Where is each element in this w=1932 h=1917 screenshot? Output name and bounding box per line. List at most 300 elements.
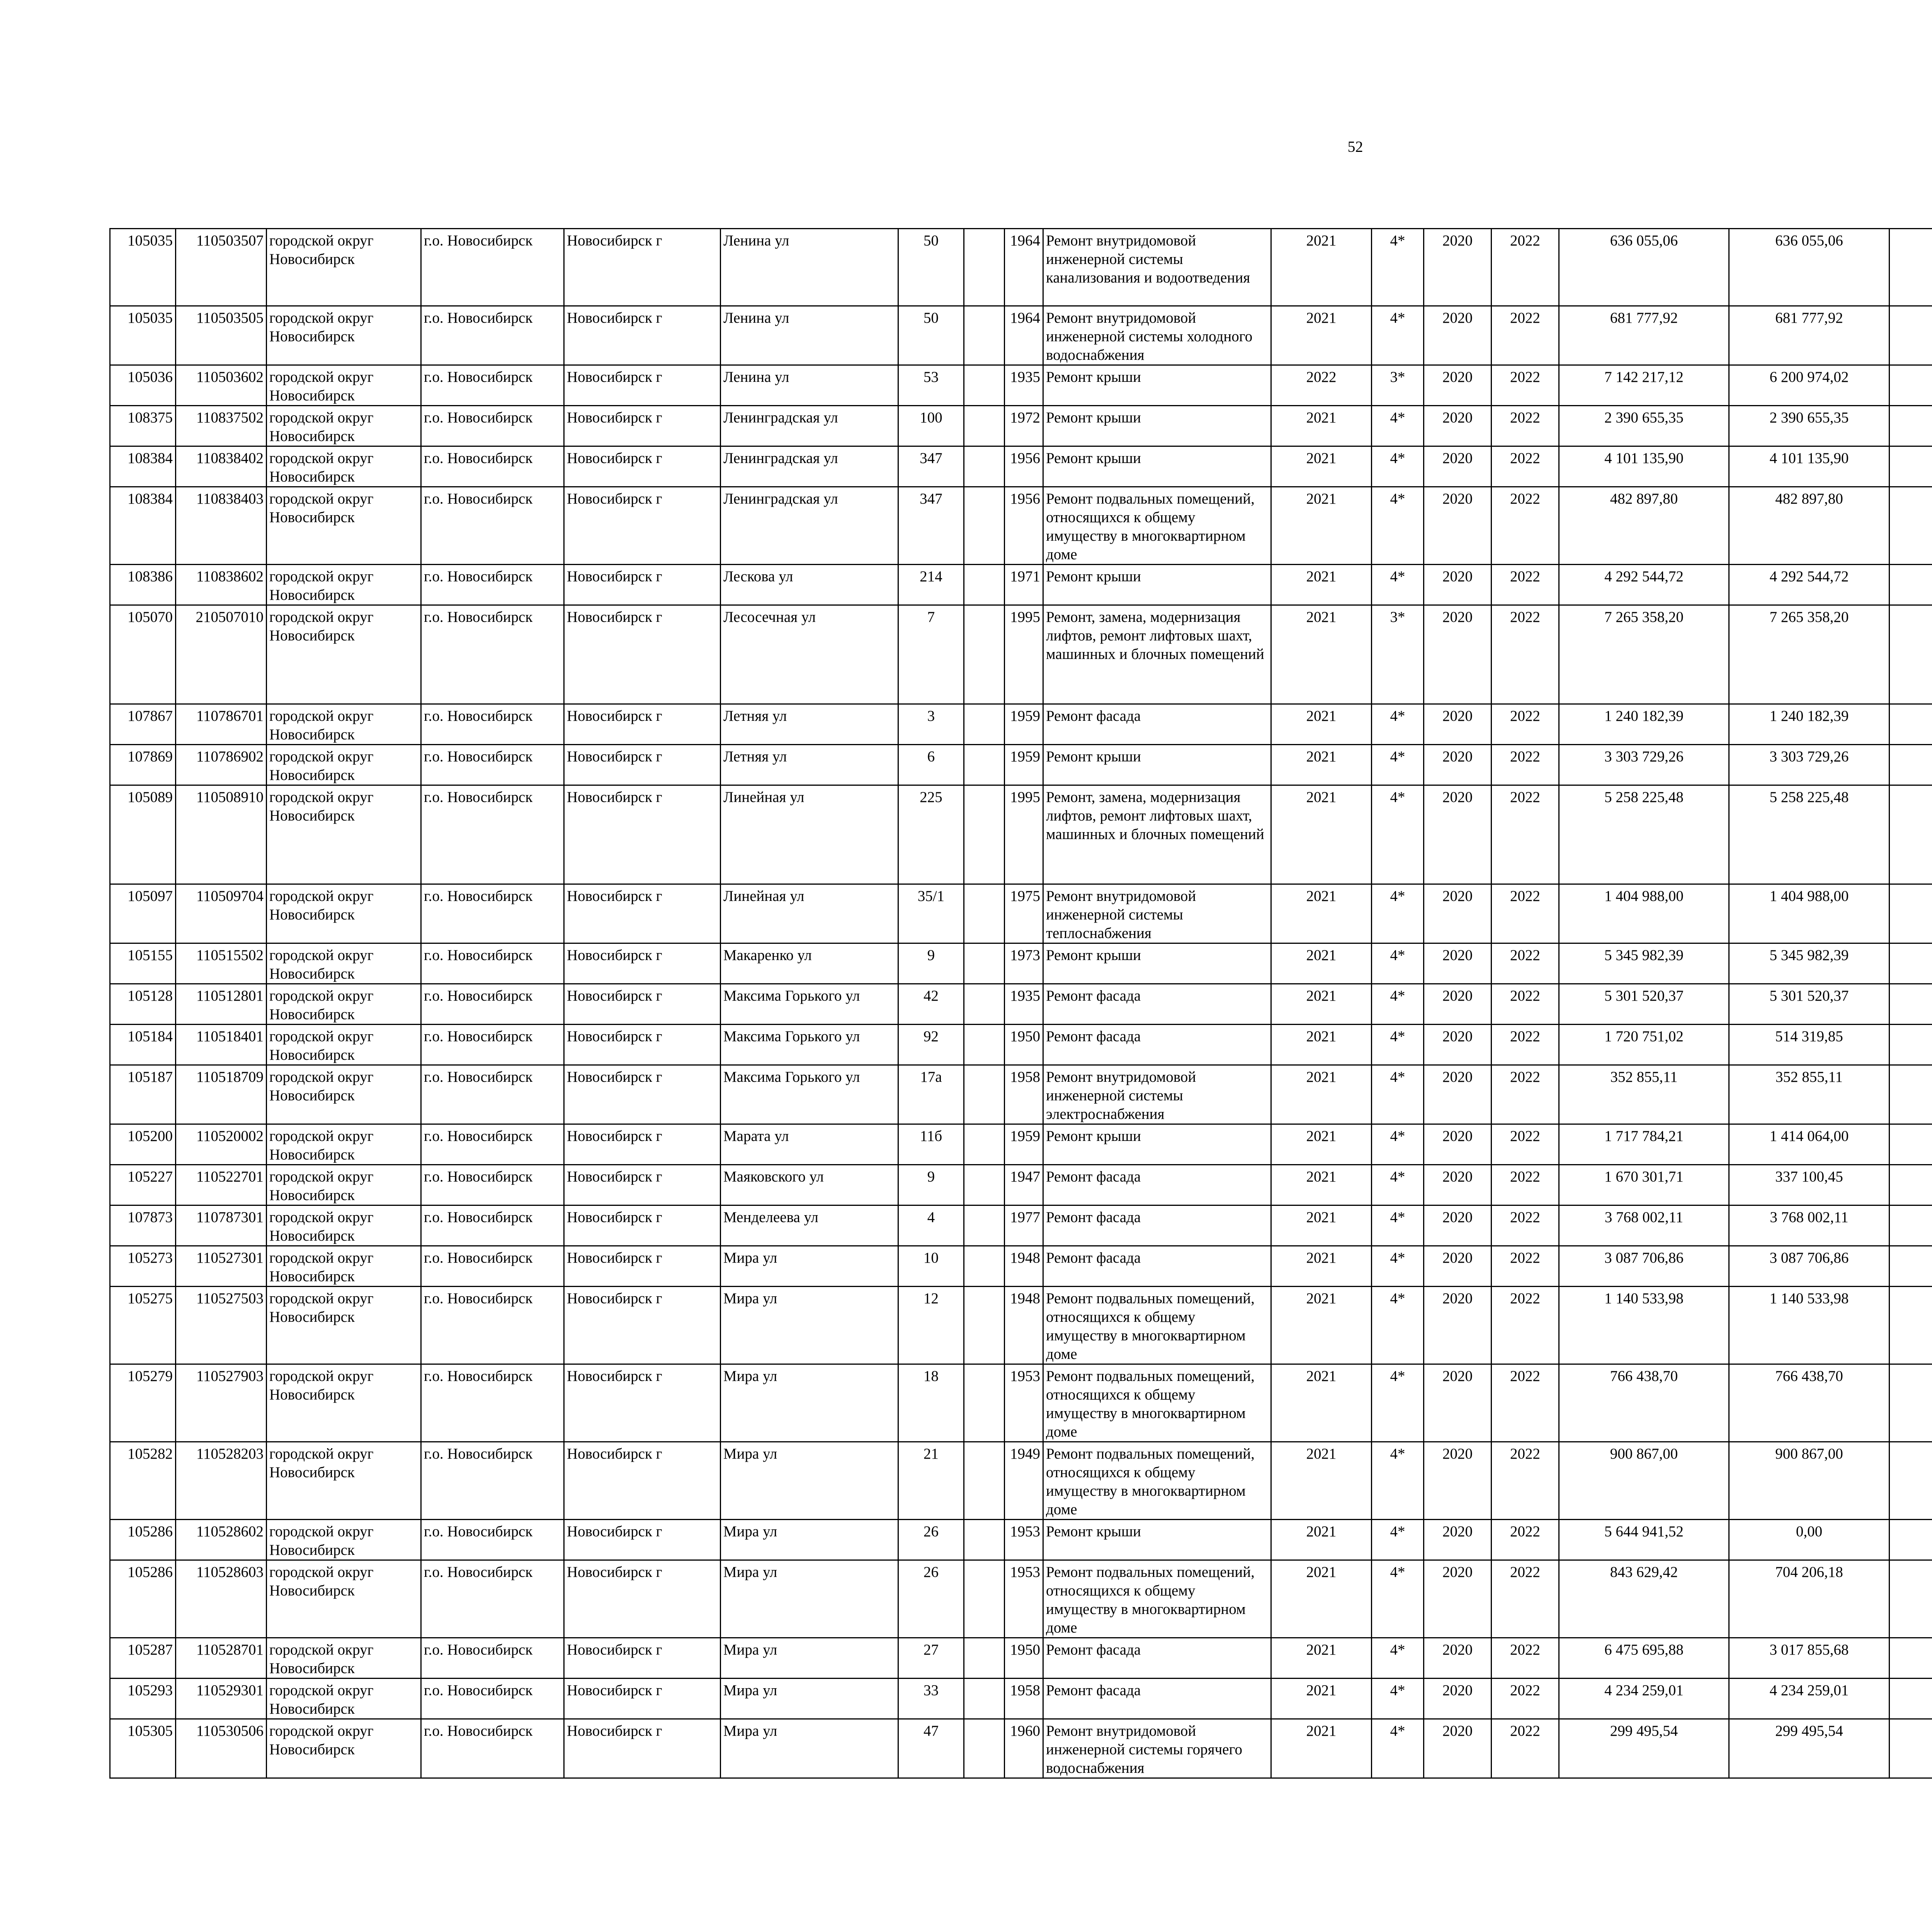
cell-end-year: 2022 [1492, 1364, 1559, 1442]
cell-federal-budget [1889, 306, 1932, 365]
cell-code: 110529301 [176, 1679, 267, 1719]
capital-repair-table [109, 228, 1932, 1779]
cell-start-year: 2020 [1424, 229, 1492, 306]
cell-object-id: 107873 [110, 1205, 176, 1246]
cell-start-year: 2020 [1424, 1025, 1492, 1065]
cell-year-built: 1953 [1005, 1364, 1043, 1442]
cell-work-type: Ремонт внутридомовой инженерной системы теплоснабжения [1043, 884, 1271, 943]
cell-year-built: 1995 [1005, 785, 1043, 884]
cell-code: 210507010 [176, 605, 267, 704]
cell-end-year: 2022 [1492, 1025, 1559, 1065]
cell-end-year: 2022 [1492, 1246, 1559, 1287]
table-row [110, 943, 1932, 984]
table-row [110, 1638, 1932, 1679]
cell-priority: 4* [1372, 1638, 1424, 1679]
cell-start-year: 2020 [1424, 487, 1492, 565]
cell-start-year: 2020 [1424, 1442, 1492, 1520]
cell-federal-budget [1889, 406, 1932, 446]
cell-settlement: Новосибирск г [564, 984, 721, 1025]
cell-municipal-district: г.о. Новосибирск [421, 1124, 564, 1165]
table-row [110, 1679, 1932, 1719]
cell-start-year: 2020 [1424, 365, 1492, 406]
cell-code: 110528701 [176, 1638, 267, 1679]
cell-municipal-district: г.о. Новосибирск [421, 745, 564, 785]
cell-municipal-district: г.о. Новосибирск [421, 943, 564, 984]
cell-municipal-district: г.о. Новосибирск [421, 1719, 564, 1778]
cell-work-type: Ремонт крыши [1043, 406, 1271, 446]
cell-start-year: 2020 [1424, 745, 1492, 785]
cell-year-built: 1947 [1005, 1165, 1043, 1205]
cell-priority: 4* [1372, 1065, 1424, 1124]
cell-work-type: Ремонт, замена, модернизация лифтов, ремонт лифтовых шахт, машинных и блочных помещений [1043, 605, 1271, 704]
cell-year-built: 1971 [1005, 565, 1043, 605]
cell-municipality: городской округ Новосибирск [267, 487, 421, 565]
cell-fund-amount: 3 087 706,86 [1729, 1246, 1889, 1287]
cell-code: 110503507 [176, 229, 267, 306]
cell-street: Мира ул [721, 1719, 898, 1778]
cell-year-built: 1959 [1005, 745, 1043, 785]
cell-municipal-district: г.о. Новосибирск [421, 1560, 564, 1638]
cell-house-number: 26 [898, 1520, 964, 1560]
cell-municipality: городской округ Новосибирск [267, 605, 421, 704]
cell-street: Линейная ул [721, 785, 898, 884]
cell-plan-year: 2021 [1271, 1287, 1372, 1364]
cell-work-type: Ремонт фасада [1043, 984, 1271, 1025]
cell-street: Максима Горького ул [721, 1065, 898, 1124]
cell-house-number: 33 [898, 1679, 964, 1719]
cell-house-number: 3 [898, 704, 964, 745]
table-row [110, 745, 1932, 785]
cell-code: 110786701 [176, 704, 267, 745]
cell-plan-year: 2021 [1271, 1719, 1372, 1778]
cell-municipal-district: г.о. Новосибирск [421, 1364, 564, 1442]
cell-plan-year: 2021 [1271, 1124, 1372, 1165]
cell-building [964, 1719, 1005, 1778]
cell-fund-amount: 3 768 002,11 [1729, 1205, 1889, 1246]
cell-start-year: 2020 [1424, 1124, 1492, 1165]
cell-total-cost: 1 720 751,02 [1559, 1025, 1729, 1065]
cell-street: Мира ул [721, 1560, 898, 1638]
cell-end-year: 2022 [1492, 365, 1559, 406]
cell-municipal-district: г.о. Новосибирск [421, 984, 564, 1025]
cell-municipality: городской округ Новосибирск [267, 745, 421, 785]
cell-object-id: 105184 [110, 1025, 176, 1065]
table-row [110, 446, 1932, 487]
cell-start-year: 2020 [1424, 446, 1492, 487]
cell-total-cost: 7 265 358,20 [1559, 605, 1729, 704]
cell-building [964, 229, 1005, 306]
cell-settlement: Новосибирск г [564, 785, 721, 884]
cell-fund-amount: 299 495,54 [1729, 1719, 1889, 1778]
cell-object-id: 105279 [110, 1364, 176, 1442]
cell-code: 110530506 [176, 1719, 267, 1778]
cell-plan-year: 2021 [1271, 229, 1372, 306]
cell-total-cost: 5 644 941,52 [1559, 1520, 1729, 1560]
cell-code: 110787301 [176, 1205, 267, 1246]
cell-start-year: 2020 [1424, 1638, 1492, 1679]
cell-object-id: 105070 [110, 605, 176, 704]
cell-municipal-district: г.о. Новосибирск [421, 1065, 564, 1124]
cell-code: 110528603 [176, 1560, 267, 1638]
cell-settlement: Новосибирск г [564, 745, 721, 785]
cell-fund-amount: 0,00 [1729, 1520, 1889, 1560]
cell-total-cost: 843 629,42 [1559, 1560, 1729, 1638]
cell-street: Мира ул [721, 1638, 898, 1679]
cell-settlement: Новосибирск г [564, 365, 721, 406]
cell-end-year: 2022 [1492, 704, 1559, 745]
cell-plan-year: 2021 [1271, 704, 1372, 745]
table-row [110, 229, 1932, 306]
cell-building [964, 565, 1005, 605]
cell-house-number: 9 [898, 1165, 964, 1205]
cell-total-cost: 4 234 259,01 [1559, 1679, 1729, 1719]
cell-building [964, 1124, 1005, 1165]
cell-object-id: 105035 [110, 229, 176, 306]
cell-municipality: городской округ Новосибирск [267, 785, 421, 884]
cell-plan-year: 2021 [1271, 487, 1372, 565]
cell-house-number: 50 [898, 229, 964, 306]
cell-federal-budget [1889, 565, 1932, 605]
cell-house-number: 6 [898, 745, 964, 785]
cell-municipality: городской округ Новосибирск [267, 306, 421, 365]
cell-fund-amount: 636 055,06 [1729, 229, 1889, 306]
cell-year-built: 1995 [1005, 605, 1043, 704]
cell-plan-year: 2021 [1271, 943, 1372, 984]
cell-municipality: городской округ Новосибирск [267, 984, 421, 1025]
cell-building [964, 1679, 1005, 1719]
cell-municipality: городской округ Новосибирск [267, 943, 421, 984]
cell-federal-budget [1889, 1679, 1932, 1719]
cell-municipality: городской округ Новосибирск [267, 365, 421, 406]
cell-year-built: 1960 [1005, 1719, 1043, 1778]
cell-code: 110527903 [176, 1364, 267, 1442]
cell-priority: 4* [1372, 704, 1424, 745]
cell-object-id: 107869 [110, 745, 176, 785]
table-row [110, 1719, 1932, 1778]
cell-object-id: 108384 [110, 446, 176, 487]
cell-year-built: 1948 [1005, 1287, 1043, 1364]
cell-object-id: 105227 [110, 1165, 176, 1205]
cell-municipal-district: г.о. Новосибирск [421, 704, 564, 745]
cell-code: 110522701 [176, 1165, 267, 1205]
table-row [110, 1205, 1932, 1246]
cell-priority: 4* [1372, 1165, 1424, 1205]
table-row [110, 704, 1932, 745]
cell-house-number: 27 [898, 1638, 964, 1679]
cell-federal-budget [1889, 884, 1932, 943]
cell-building [964, 943, 1005, 984]
cell-building [964, 1520, 1005, 1560]
cell-work-type: Ремонт подвальных помещений, относящихся к общему имуществу в многоквартирном доме [1043, 1364, 1271, 1442]
cell-settlement: Новосибирск г [564, 1065, 721, 1124]
cell-street: Ленинградская ул [721, 446, 898, 487]
cell-priority: 4* [1372, 1679, 1424, 1719]
cell-plan-year: 2021 [1271, 1679, 1372, 1719]
cell-street: Лескова ул [721, 565, 898, 605]
cell-house-number: 12 [898, 1287, 964, 1364]
cell-object-id: 105036 [110, 365, 176, 406]
cell-municipal-district: г.о. Новосибирск [421, 1442, 564, 1520]
cell-municipality: городской округ Новосибирск [267, 704, 421, 745]
cell-end-year: 2022 [1492, 487, 1559, 565]
cell-municipal-district: г.о. Новосибирск [421, 1205, 564, 1246]
cell-municipal-district: г.о. Новосибирск [421, 306, 564, 365]
cell-total-cost: 299 495,54 [1559, 1719, 1729, 1778]
cell-end-year: 2022 [1492, 1638, 1559, 1679]
cell-fund-amount: 681 777,92 [1729, 306, 1889, 365]
cell-municipal-district: г.о. Новосибирск [421, 446, 564, 487]
cell-priority: 4* [1372, 1560, 1424, 1638]
cell-code: 110527503 [176, 1287, 267, 1364]
table-row [110, 1165, 1932, 1205]
cell-municipal-district: г.о. Новосибирск [421, 406, 564, 446]
cell-work-type: Ремонт крыши [1043, 1520, 1271, 1560]
cell-municipal-district: г.о. Новосибирск [421, 1679, 564, 1719]
cell-start-year: 2020 [1424, 1679, 1492, 1719]
cell-total-cost: 5 258 225,48 [1559, 785, 1729, 884]
cell-work-type: Ремонт подвальных помещений, относящихся к общему имуществу в многоквартирном доме [1043, 1442, 1271, 1520]
table-row [110, 487, 1932, 565]
cell-fund-amount: 3 303 729,26 [1729, 745, 1889, 785]
table-row [110, 1520, 1932, 1560]
table-row [110, 406, 1932, 446]
cell-federal-budget [1889, 1560, 1932, 1638]
cell-municipality: городской округ Новосибирск [267, 1065, 421, 1124]
cell-year-built: 1950 [1005, 1025, 1043, 1065]
cell-total-cost: 1 240 182,39 [1559, 704, 1729, 745]
cell-code: 110518709 [176, 1065, 267, 1124]
cell-plan-year: 2021 [1271, 1025, 1372, 1065]
cell-plan-year: 2021 [1271, 1165, 1372, 1205]
cell-settlement: Новосибирск г [564, 704, 721, 745]
cell-end-year: 2022 [1492, 1520, 1559, 1560]
cell-start-year: 2020 [1424, 884, 1492, 943]
cell-plan-year: 2021 [1271, 565, 1372, 605]
cell-federal-budget [1889, 704, 1932, 745]
cell-year-built: 1950 [1005, 1638, 1043, 1679]
cell-year-built: 1958 [1005, 1065, 1043, 1124]
cell-fund-amount: 4 234 259,01 [1729, 1679, 1889, 1719]
cell-federal-budget [1889, 446, 1932, 487]
cell-object-id: 105128 [110, 984, 176, 1025]
cell-plan-year: 2021 [1271, 745, 1372, 785]
cell-federal-budget [1889, 1520, 1932, 1560]
cell-plan-year: 2021 [1271, 785, 1372, 884]
cell-building [964, 1065, 1005, 1124]
cell-total-cost: 1 140 533,98 [1559, 1287, 1729, 1364]
cell-priority: 4* [1372, 487, 1424, 565]
cell-object-id: 107867 [110, 704, 176, 745]
cell-settlement: Новосибирск г [564, 1442, 721, 1520]
cell-code: 110503505 [176, 306, 267, 365]
cell-code: 110508910 [176, 785, 267, 884]
cell-settlement: Новосибирск г [564, 1364, 721, 1442]
cell-start-year: 2020 [1424, 943, 1492, 984]
cell-municipal-district: г.о. Новосибирск [421, 1165, 564, 1205]
cell-municipality: городской округ Новосибирск [267, 406, 421, 446]
table-row [110, 1364, 1932, 1442]
cell-house-number: 26 [898, 1560, 964, 1638]
cell-house-number: 7 [898, 605, 964, 704]
cell-fund-amount: 1 140 533,98 [1729, 1287, 1889, 1364]
cell-street: Марата ул [721, 1124, 898, 1165]
cell-municipal-district: г.о. Новосибирск [421, 884, 564, 943]
cell-street: Ленина ул [721, 229, 898, 306]
cell-building [964, 704, 1005, 745]
cell-year-built: 1956 [1005, 446, 1043, 487]
cell-house-number: 53 [898, 365, 964, 406]
cell-plan-year: 2021 [1271, 1065, 1372, 1124]
cell-building [964, 1638, 1005, 1679]
cell-fund-amount: 704 206,18 [1729, 1560, 1889, 1638]
cell-house-number: 21 [898, 1442, 964, 1520]
cell-priority: 4* [1372, 1124, 1424, 1165]
table-row [110, 365, 1932, 406]
cell-house-number: 10 [898, 1246, 964, 1287]
page-number: 52 [1347, 138, 1363, 155]
cell-year-built: 1953 [1005, 1560, 1043, 1638]
cell-fund-amount: 352 855,11 [1729, 1065, 1889, 1124]
cell-municipality: городской округ Новосибирск [267, 1560, 421, 1638]
cell-street: Мира ул [721, 1364, 898, 1442]
cell-house-number: 9 [898, 943, 964, 984]
cell-settlement: Новосибирск г [564, 229, 721, 306]
cell-start-year: 2020 [1424, 1520, 1492, 1560]
cell-work-type: Ремонт, замена, модернизация лифтов, ремонт лифтовых шахт, машинных и блочных помещений [1043, 785, 1271, 884]
cell-municipal-district: г.о. Новосибирск [421, 565, 564, 605]
cell-house-number: 100 [898, 406, 964, 446]
cell-building [964, 1246, 1005, 1287]
cell-fund-amount: 6 200 974,02 [1729, 365, 1889, 406]
cell-federal-budget [1889, 943, 1932, 984]
cell-municipality: городской округ Новосибирск [267, 446, 421, 487]
table-row [110, 1246, 1932, 1287]
cell-settlement: Новосибирск г [564, 1165, 721, 1205]
cell-total-cost: 3 768 002,11 [1559, 1205, 1729, 1246]
cell-municipal-district: г.о. Новосибирск [421, 365, 564, 406]
cell-priority: 4* [1372, 1364, 1424, 1442]
cell-work-type: Ремонт фасада [1043, 1679, 1271, 1719]
cell-fund-amount: 482 897,80 [1729, 487, 1889, 565]
cell-settlement: Новосибирск г [564, 605, 721, 704]
cell-end-year: 2022 [1492, 943, 1559, 984]
cell-object-id: 105275 [110, 1287, 176, 1364]
table-row [110, 306, 1932, 365]
table-row [110, 1065, 1932, 1124]
cell-federal-budget [1889, 1025, 1932, 1065]
cell-house-number: 4 [898, 1205, 964, 1246]
cell-total-cost: 681 777,92 [1559, 306, 1729, 365]
cell-total-cost: 7 142 217,12 [1559, 365, 1729, 406]
cell-work-type: Ремонт крыши [1043, 745, 1271, 785]
cell-end-year: 2022 [1492, 1124, 1559, 1165]
cell-building [964, 745, 1005, 785]
cell-start-year: 2020 [1424, 1287, 1492, 1364]
cell-house-number: 214 [898, 565, 964, 605]
cell-settlement: Новосибирск г [564, 943, 721, 984]
cell-priority: 4* [1372, 306, 1424, 365]
cell-municipality: городской округ Новосибирск [267, 1364, 421, 1442]
cell-federal-budget [1889, 229, 1932, 306]
cell-building [964, 365, 1005, 406]
cell-fund-amount: 4 292 544,72 [1729, 565, 1889, 605]
cell-settlement: Новосибирск г [564, 1124, 721, 1165]
cell-building [964, 1025, 1005, 1065]
cell-federal-budget [1889, 984, 1932, 1025]
cell-end-year: 2022 [1492, 1287, 1559, 1364]
cell-object-id: 105187 [110, 1065, 176, 1124]
cell-object-id: 108375 [110, 406, 176, 446]
cell-house-number: 225 [898, 785, 964, 884]
cell-end-year: 2022 [1492, 1442, 1559, 1520]
cell-house-number: 18 [898, 1364, 964, 1442]
cell-priority: 4* [1372, 984, 1424, 1025]
cell-total-cost: 766 438,70 [1559, 1364, 1729, 1442]
cell-year-built: 1956 [1005, 487, 1043, 565]
cell-year-built: 1964 [1005, 229, 1043, 306]
cell-priority: 3* [1372, 365, 1424, 406]
cell-fund-amount: 5 258 225,48 [1729, 785, 1889, 884]
cell-federal-budget [1889, 487, 1932, 565]
cell-settlement: Новосибирск г [564, 1287, 721, 1364]
cell-street: Маяковского ул [721, 1165, 898, 1205]
cell-priority: 4* [1372, 745, 1424, 785]
cell-priority: 4* [1372, 406, 1424, 446]
cell-code: 110786902 [176, 745, 267, 785]
cell-total-cost: 5 301 520,37 [1559, 984, 1729, 1025]
cell-code: 110528602 [176, 1520, 267, 1560]
cell-municipality: городской округ Новосибирск [267, 1025, 421, 1065]
cell-start-year: 2020 [1424, 1719, 1492, 1778]
cell-federal-budget [1889, 785, 1932, 884]
cell-settlement: Новосибирск г [564, 1679, 721, 1719]
cell-code: 110838402 [176, 446, 267, 487]
cell-end-year: 2022 [1492, 1560, 1559, 1638]
cell-fund-amount: 1 240 182,39 [1729, 704, 1889, 745]
cell-settlement: Новосибирск г [564, 487, 721, 565]
cell-municipal-district: г.о. Новосибирск [421, 785, 564, 884]
cell-street: Ленина ул [721, 365, 898, 406]
cell-settlement: Новосибирск г [564, 1025, 721, 1065]
cell-house-number: 17а [898, 1065, 964, 1124]
cell-house-number: 92 [898, 1025, 964, 1065]
cell-municipality: городской округ Новосибирск [267, 1520, 421, 1560]
cell-year-built: 1964 [1005, 306, 1043, 365]
cell-end-year: 2022 [1492, 785, 1559, 884]
cell-year-built: 1973 [1005, 943, 1043, 984]
cell-street: Мира ул [721, 1679, 898, 1719]
cell-house-number: 347 [898, 487, 964, 565]
cell-start-year: 2020 [1424, 605, 1492, 704]
cell-end-year: 2022 [1492, 1205, 1559, 1246]
cell-settlement: Новосибирск г [564, 306, 721, 365]
cell-priority: 4* [1372, 1025, 1424, 1065]
cell-year-built: 1958 [1005, 1679, 1043, 1719]
cell-fund-amount: 337 100,45 [1729, 1165, 1889, 1205]
cell-object-id: 105089 [110, 785, 176, 884]
cell-total-cost: 482 897,80 [1559, 487, 1729, 565]
cell-total-cost: 3 303 729,26 [1559, 745, 1729, 785]
cell-priority: 4* [1372, 1287, 1424, 1364]
cell-code: 110528203 [176, 1442, 267, 1520]
cell-object-id: 105200 [110, 1124, 176, 1165]
cell-municipality: городской округ Новосибирск [267, 1124, 421, 1165]
cell-priority: 4* [1372, 446, 1424, 487]
cell-plan-year: 2021 [1271, 1205, 1372, 1246]
table-row [110, 1124, 1932, 1165]
cell-object-id: 108384 [110, 487, 176, 565]
cell-total-cost: 900 867,00 [1559, 1442, 1729, 1520]
